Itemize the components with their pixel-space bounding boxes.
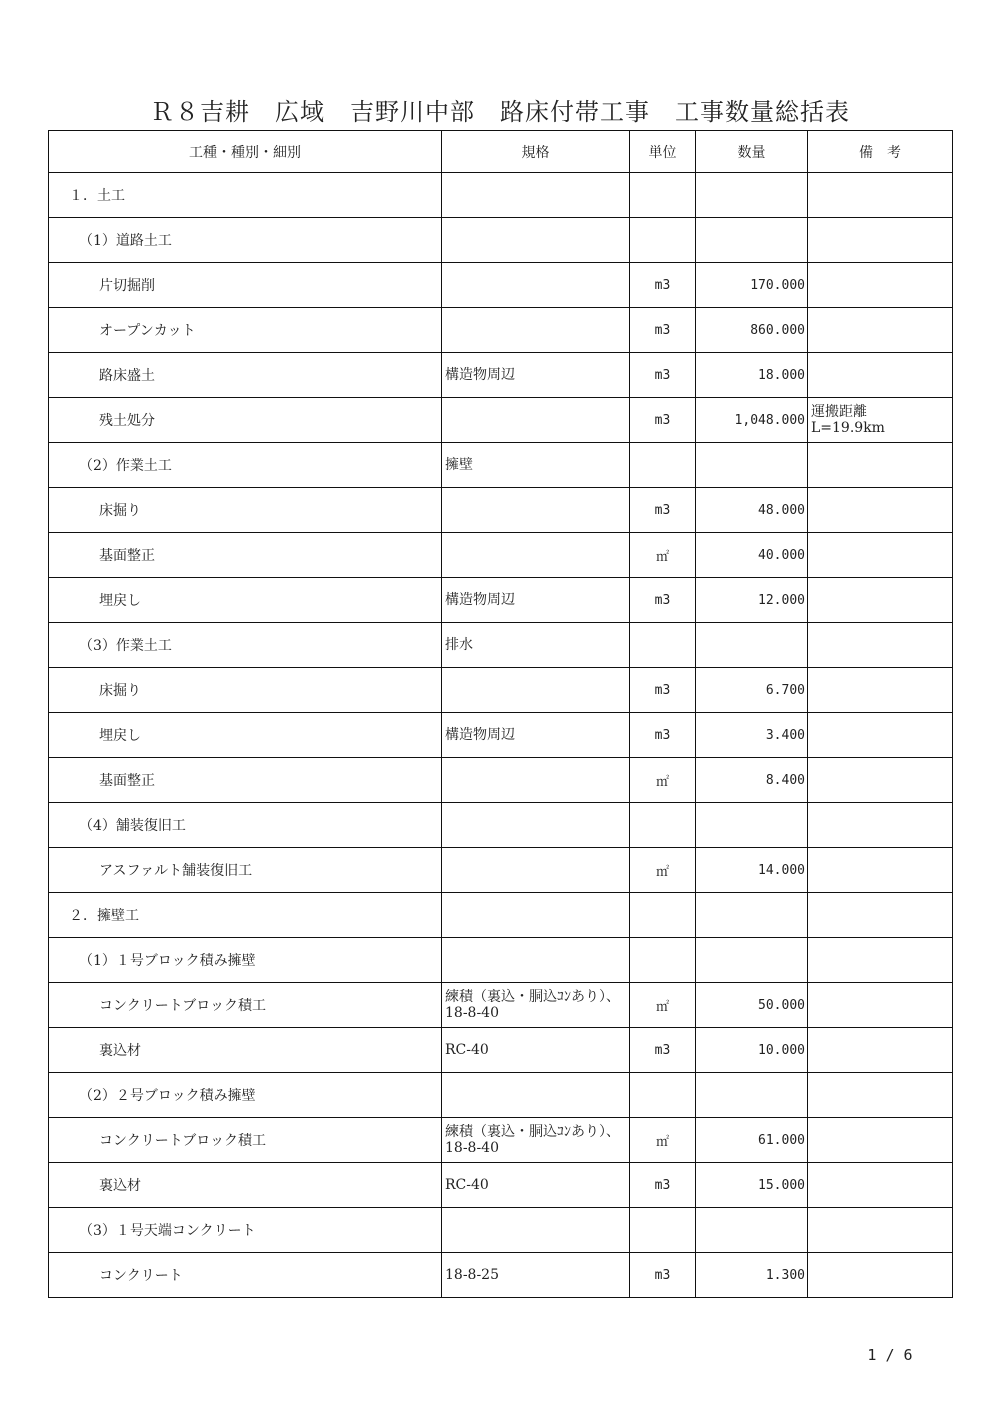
table-row <box>49 848 953 893</box>
cell-qty <box>696 1208 808 1253</box>
cell-qty: 14.000 <box>696 848 808 893</box>
cell-qty <box>696 803 808 848</box>
cell-unit <box>630 218 696 263</box>
table-row <box>49 353 953 398</box>
cell-unit <box>630 803 696 848</box>
header-qty: 数量 <box>696 131 808 173</box>
cell-unit <box>630 443 696 488</box>
cell-unit: m3 <box>630 308 696 353</box>
cell-spec <box>442 398 630 443</box>
cell-name: （3）１号天端コンクリート <box>49 1208 442 1253</box>
cell-name: 埋戻し <box>49 578 442 623</box>
table-row <box>49 1163 953 1208</box>
cell-unit: m3 <box>630 1028 696 1073</box>
cell-note <box>808 263 953 308</box>
cell-qty: 48.000 <box>696 488 808 533</box>
cell-unit <box>630 1073 696 1118</box>
cell-spec <box>442 488 630 533</box>
page-number: 1 / 6 <box>867 1346 913 1364</box>
cell-name: 埋戻し <box>49 713 442 758</box>
cell-unit: m3 <box>630 488 696 533</box>
cell-qty <box>696 173 808 218</box>
cell-note <box>808 758 953 803</box>
cell-name: （2）２号ブロック積み擁壁 <box>49 1073 442 1118</box>
cell-unit: m3 <box>630 713 696 758</box>
cell-note <box>808 173 953 218</box>
cell-qty <box>696 218 808 263</box>
cell-spec <box>442 668 630 713</box>
cell-spec <box>442 893 630 938</box>
cell-spec <box>442 1208 630 1253</box>
cell-note <box>808 713 953 758</box>
cell-spec: 練積（裏込・胴込ｺﾝあり）、18-8-40 <box>442 1118 630 1163</box>
cell-spec: 構造物周辺 <box>442 713 630 758</box>
cell-unit: ㎡ <box>630 533 696 578</box>
cell-note <box>808 803 953 848</box>
cell-unit <box>630 938 696 983</box>
cell-unit: m3 <box>630 1253 696 1298</box>
cell-name: コンクリートブロック積工 <box>49 983 442 1028</box>
cell-qty: 50.000 <box>696 983 808 1028</box>
cell-spec <box>442 848 630 893</box>
cell-qty: 170.000 <box>696 263 808 308</box>
cell-qty <box>696 443 808 488</box>
table-row <box>49 488 953 533</box>
cell-note <box>808 848 953 893</box>
cell-name: １．土工 <box>49 173 442 218</box>
cell-spec <box>442 533 630 578</box>
table-row <box>49 1118 953 1163</box>
cell-note <box>808 1163 953 1208</box>
cell-qty: 18.000 <box>696 353 808 398</box>
cell-unit <box>630 623 696 668</box>
cell-unit <box>630 173 696 218</box>
cell-qty: 61.000 <box>696 1118 808 1163</box>
cell-unit: m3 <box>630 578 696 623</box>
cell-unit <box>630 893 696 938</box>
cell-note <box>808 533 953 578</box>
cell-name: （2）作業土工 <box>49 443 442 488</box>
table-row <box>49 1253 953 1298</box>
cell-note <box>808 1073 953 1118</box>
cell-note <box>808 893 953 938</box>
cell-spec: 擁壁 <box>442 443 630 488</box>
cell-note <box>808 218 953 263</box>
cell-name: アスファルト舗装復旧工 <box>49 848 442 893</box>
cell-name: 基面整正 <box>49 758 442 803</box>
cell-name: 裏込材 <box>49 1028 442 1073</box>
cell-unit: m3 <box>630 1163 696 1208</box>
cell-spec <box>442 938 630 983</box>
quantity-summary-table <box>48 130 953 1298</box>
cell-note: 運搬距離 L=19.9km <box>808 398 953 443</box>
cell-name: （1）道路土工 <box>49 218 442 263</box>
cell-note <box>808 488 953 533</box>
cell-note <box>808 983 953 1028</box>
table-row <box>49 803 953 848</box>
table-row <box>49 668 953 713</box>
cell-name: コンクリートブロック積工 <box>49 1118 442 1163</box>
cell-spec: 排水 <box>442 623 630 668</box>
cell-spec <box>442 173 630 218</box>
cell-spec <box>442 758 630 803</box>
cell-spec <box>442 803 630 848</box>
document-title: Ｒ８吉耕 広域 吉野川中部 路床付帯工事 工事数量総括表 <box>150 98 850 126</box>
cell-name: （4）舗装復旧工 <box>49 803 442 848</box>
cell-qty: 8.400 <box>696 758 808 803</box>
cell-spec: 18-8-25 <box>442 1253 630 1298</box>
table-row <box>49 713 953 758</box>
cell-qty <box>696 623 808 668</box>
cell-note <box>808 1208 953 1253</box>
cell-qty <box>696 938 808 983</box>
cell-note <box>808 353 953 398</box>
table-row <box>49 1028 953 1073</box>
cell-qty: 860.000 <box>696 308 808 353</box>
cell-name: 裏込材 <box>49 1163 442 1208</box>
cell-name: 残土処分 <box>49 398 442 443</box>
table-row <box>49 1208 953 1253</box>
table-row <box>49 938 953 983</box>
cell-unit: ㎡ <box>630 758 696 803</box>
header-row <box>49 131 953 173</box>
cell-qty: 10.000 <box>696 1028 808 1073</box>
cell-unit: m3 <box>630 398 696 443</box>
table-row <box>49 623 953 668</box>
cell-spec <box>442 218 630 263</box>
table-row <box>49 983 953 1028</box>
cell-unit: m3 <box>630 263 696 308</box>
cell-name: 床掘り <box>49 668 442 713</box>
cell-note <box>808 578 953 623</box>
cell-qty: 15.000 <box>696 1163 808 1208</box>
header-spec: 規格 <box>442 131 630 173</box>
cell-unit: ㎡ <box>630 983 696 1028</box>
cell-qty <box>696 1073 808 1118</box>
cell-spec <box>442 308 630 353</box>
cell-name: 床掘り <box>49 488 442 533</box>
table-row <box>49 173 953 218</box>
table-row <box>49 308 953 353</box>
table-row <box>49 893 953 938</box>
table-row <box>49 758 953 803</box>
cell-name: 片切掘削 <box>49 263 442 308</box>
cell-name: 路床盛土 <box>49 353 442 398</box>
cell-name: 基面整正 <box>49 533 442 578</box>
cell-name: コンクリート <box>49 1253 442 1298</box>
cell-qty: 6.700 <box>696 668 808 713</box>
cell-spec: 構造物周辺 <box>442 578 630 623</box>
cell-note <box>808 623 953 668</box>
cell-name: （3）作業土工 <box>49 623 442 668</box>
cell-note <box>808 1028 953 1073</box>
cell-spec: 練積（裏込・胴込ｺﾝあり）、18-8-40 <box>442 983 630 1028</box>
cell-qty: 1,048.000 <box>696 398 808 443</box>
cell-name: オープンカット <box>49 308 442 353</box>
cell-unit: ㎡ <box>630 1118 696 1163</box>
cell-qty: 12.000 <box>696 578 808 623</box>
table-row <box>49 1073 953 1118</box>
cell-note <box>808 1118 953 1163</box>
cell-unit: m3 <box>630 353 696 398</box>
cell-name: （1）１号ブロック積み擁壁 <box>49 938 442 983</box>
cell-unit <box>630 1208 696 1253</box>
cell-note <box>808 443 953 488</box>
table-row <box>49 263 953 308</box>
cell-qty <box>696 893 808 938</box>
cell-note <box>808 1253 953 1298</box>
table-row <box>49 398 953 443</box>
table-row <box>49 533 953 578</box>
cell-note <box>808 938 953 983</box>
cell-qty: 1.300 <box>696 1253 808 1298</box>
cell-unit: m3 <box>630 668 696 713</box>
cell-spec: RC-40 <box>442 1163 630 1208</box>
cell-qty: 3.400 <box>696 713 808 758</box>
header-unit: 単位 <box>630 131 696 173</box>
cell-unit: ㎡ <box>630 848 696 893</box>
cell-spec: 構造物周辺 <box>442 353 630 398</box>
cell-spec <box>442 263 630 308</box>
table-row <box>49 443 953 488</box>
header-note: 備 考 <box>808 131 953 173</box>
cell-qty: 40.000 <box>696 533 808 578</box>
table-row <box>49 218 953 263</box>
header-name: 工種・種別・細別 <box>49 131 442 173</box>
cell-spec <box>442 1073 630 1118</box>
cell-note <box>808 308 953 353</box>
cell-spec: RC-40 <box>442 1028 630 1073</box>
table-row <box>49 578 953 623</box>
cell-note <box>808 668 953 713</box>
cell-name: ２．擁壁工 <box>49 893 442 938</box>
